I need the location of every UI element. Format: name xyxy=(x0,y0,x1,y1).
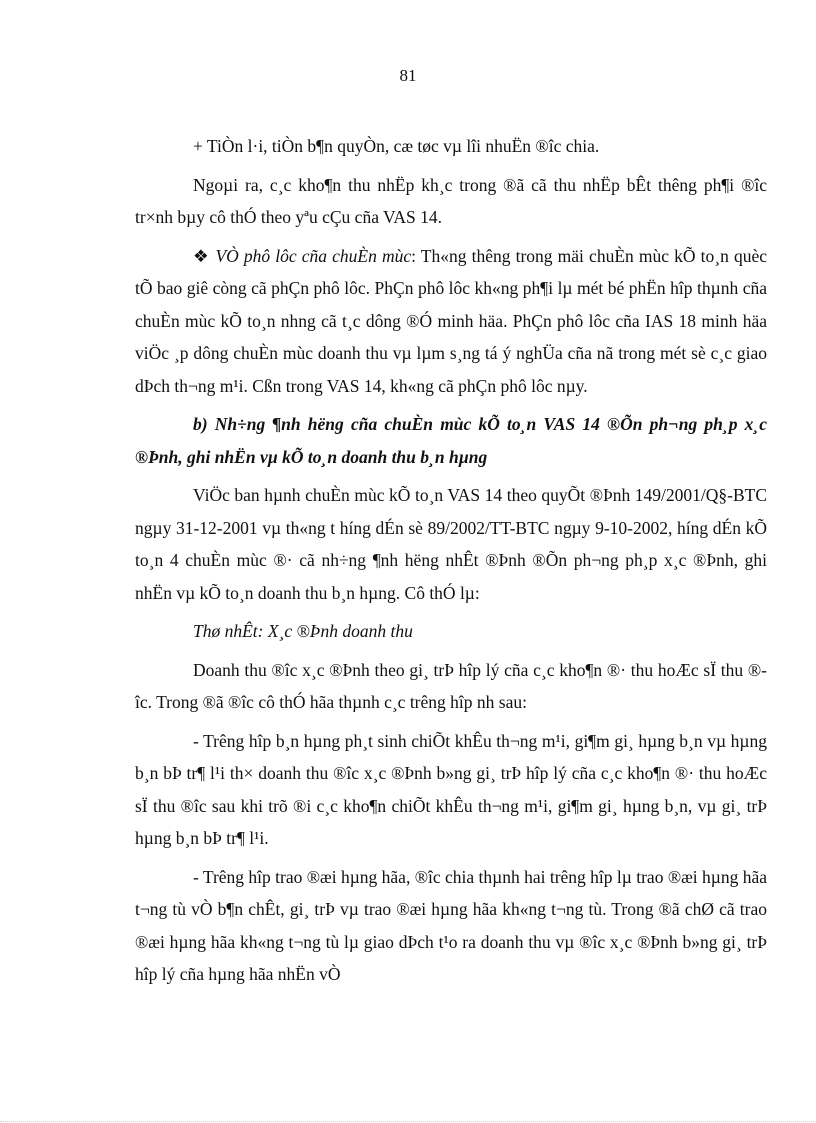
page-number: 81 xyxy=(399,66,417,85)
section-heading: b) Nh÷ng ¶nh hëng cña chuÈn mùc kÕ to¸n VAS 14 ®Õn ph¬ng ph¸p x¸c ®Þnh, ghi nhËn vµ kÕ to¸n doanh thu b¸n hµng xyxy=(135,414,767,467)
appendix-label: VÒ phô lôc cña chuÈn mùc xyxy=(215,245,412,266)
paragraph-exchange-case: - Trêng hîp trao ®æi hµng hãa, ®îc chia thµnh hai trêng hîp lµ trao ®æi hµng hãa t¬ng tù vÒ b¶n chÊt, gi¸ trÞ vµ trao ®æi hµng hãa kh«ng t¬ng tù. Trong ®ã chØ cã trao ®æi hµng hãa kh«ng t¬ng tù lµ giao dÞch t¹o ra doanh thu vµ ®îc x¸c ®Þnh b»ng gi¸ trÞ hîp lý cña hµng hãa nhËn vÒ xyxy=(135,866,768,984)
paragraph-other-income: Ngoµi ra, c¸c kho¶n thu nhËp kh¸c trong ®ã cã thu nhËp bÊt thêng ph¶i ®îc tr×nh bµy cô thÓ theo yªu cÇu cña VAS 14. xyxy=(135,174,767,227)
paragraph-income-items: + TiÒn l·i, tiÒn b¶n quyÒn, cæ tøc vµ lîi nhuËn ®îc chia. xyxy=(193,136,600,156)
diamond-bullet-icon: ❖ xyxy=(193,245,210,266)
paragraph-discount-case: - Trêng hîp b¸n hµng ph¸t sinh chiÕt khÊu th¬ng m¹i, gi¶m gi¸ hµng b¸n vµ hµng b¸n bÞ tr¶ l¹i th× doanh thu ®îc x¸c ®Þnh b»ng gi¸ trÞ hîp lý cña c¸c kho¶n ®· thu hoÆc sÏ thu ®îc sau khi trõ ®i c¸c kho¶n chiÕt khÊu th¬ng m¹i, gi¶m gi¸ hµng b¸n, vµ gi¸ trÞ hµng b¸n bÞ tr¶ l¹i. xyxy=(135,730,767,848)
paragraph-revenue-definition: Doanh thu ®îc x¸c ®Þnh theo gi¸ trÞ hîp lý cña c¸c kho¶n ®· thu hoÆc sÏ thu ®îc. Trong ®ã ®îc cô thÓ hãa thµnh c¸c trêng hîp nh sau: xyxy=(135,659,767,712)
paragraph-appendix xyxy=(135,240,767,403)
document-body xyxy=(135,130,767,997)
paragraph-regulation: ViÖc ban hµnh chuÈn mùc kÕ to¸n VAS 14 theo quyÕt ®Þnh 149/2001/Q§-BTC ngµy 31-12-2001 vµ th«ng t híng dÉn sè 89/2002/TT-BTC ngµy 9-10-2002, híng dÉn kÕ to¸n 4 chuÈn mùc ®· cã nh÷ng ¶nh hëng nhÊt ®Þnh ®Õn ph¬ng ph¸p x¸c ®Þnh, ghi nhËn vµ kÕ to¸n doanh thu b¸n hµng. Cô thÓ lµ: xyxy=(135,485,767,603)
bottom-divider xyxy=(0,1121,816,1122)
appendix-text: : Th«ng thêng trong mäi chuÈn mùc kÕ to¸n quèc tÕ bao giê còng cã phÇn phô lôc. PhÇn phô lôc kh«ng ph¶i lµ mét bé phËn hîp thµnh cña chuÈn mùc kÕ to¸n nhng cã t¸c dông ®Ó minh häa. PhÇn phô lôc cña IAS 18 minh häa viÖc ¸p dông chuÈn mùc doanh thu vµ lµm s¸ng tá ý nghÜa cña nã trong mét sè c¸c giao dÞch th¬ng m¹i. Cßn trong VAS 14, kh«ng cã phÇn phô lôc nµy. xyxy=(135,245,767,396)
subheading-first: Thø nhÊt: X¸c ®Þnh doanh thu xyxy=(193,621,413,641)
